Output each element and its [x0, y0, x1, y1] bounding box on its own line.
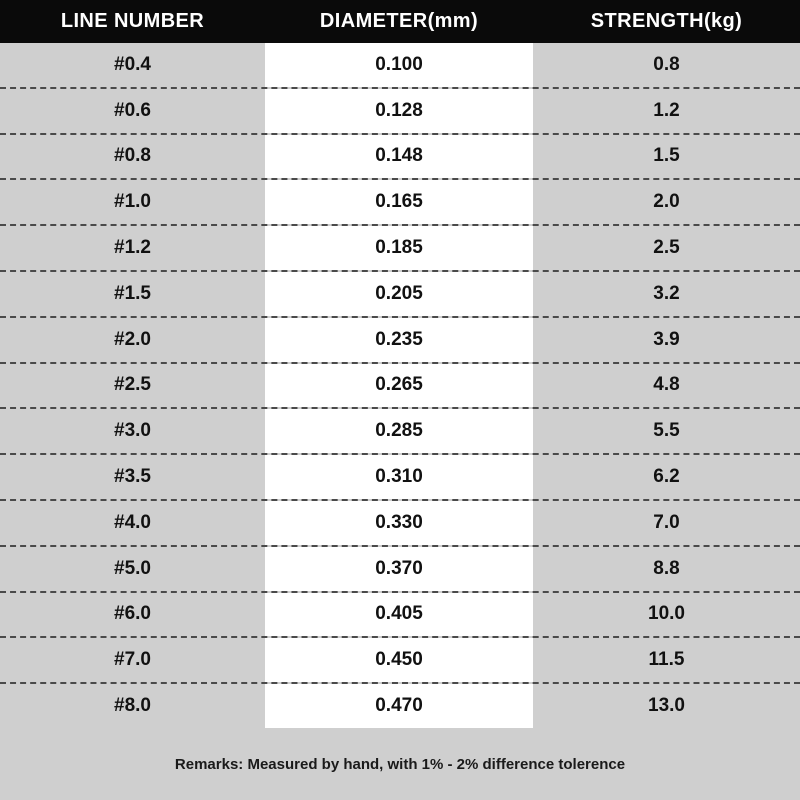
cell-diameter: 0.370: [265, 547, 533, 591]
remarks-row: [0, 728, 800, 800]
cell-strength: 8.8: [653, 557, 680, 579]
table-row: [0, 226, 800, 272]
cell-line-number: #3.0: [114, 420, 151, 442]
cell-line-number: #2.0: [114, 328, 151, 350]
table-row: [0, 593, 800, 639]
table-row: [0, 364, 800, 410]
cell-line-number: #3.5: [114, 466, 151, 488]
cell-strength: 1.5: [653, 145, 680, 167]
cell-strength: 11.5: [648, 649, 685, 671]
cell-diameter: 0.148: [265, 135, 533, 179]
cell-line-number: #0.6: [114, 99, 151, 121]
column-header-strength: STRENGTH(kg): [590, 10, 743, 32]
cell-line-number: #8.0: [114, 695, 151, 717]
cell-line-number: #5.0: [114, 557, 151, 579]
cell-line-number: #2.5: [114, 374, 151, 396]
cell-line-number: #0.8: [114, 145, 151, 167]
cell-line-number: #1.5: [114, 282, 151, 304]
cell-diameter: 0.470: [265, 684, 533, 728]
cell-line-number: #0.4: [114, 53, 151, 75]
cell-strength: 10.0: [648, 603, 685, 625]
cell-diameter: 0.265: [265, 364, 533, 408]
cell-diameter: 0.310: [265, 455, 533, 499]
column-header-line-number: LINE NUMBER: [60, 10, 205, 32]
cell-strength: 2.5: [653, 237, 680, 259]
table-row: [0, 684, 800, 728]
table-row: [0, 135, 800, 181]
table-row: [0, 180, 800, 226]
cell-diameter: 0.285: [265, 409, 533, 453]
cell-strength: 2.0: [653, 191, 680, 213]
cell-line-number: #7.0: [114, 649, 151, 671]
table-header-row: [0, 0, 800, 43]
cell-diameter: 0.100: [265, 43, 533, 87]
cell-strength: 0.8: [653, 53, 680, 75]
cell-strength: 7.0: [653, 511, 680, 533]
cell-line-number: #6.0: [114, 603, 151, 625]
table-row: [0, 455, 800, 501]
cell-strength: 3.9: [653, 328, 680, 350]
cell-strength: 5.5: [653, 420, 680, 442]
cell-strength: 1.2: [653, 99, 680, 121]
table-row: [0, 89, 800, 135]
cell-strength: 3.2: [653, 282, 680, 304]
table-row: [0, 318, 800, 364]
cell-diameter: 0.165: [265, 180, 533, 224]
cell-diameter: 0.235: [265, 318, 533, 362]
column-header-diameter: DIAMETER(mm): [319, 10, 479, 32]
cell-strength: 6.2: [653, 466, 680, 488]
table-row: [0, 272, 800, 318]
table-row: [0, 409, 800, 455]
cell-strength: 4.8: [653, 374, 680, 396]
cell-diameter: 0.405: [265, 593, 533, 637]
cell-line-number: #1.0: [114, 191, 151, 213]
cell-diameter: 0.330: [265, 501, 533, 545]
table-body: [0, 43, 800, 728]
table-row: [0, 638, 800, 684]
cell-line-number: #4.0: [114, 511, 151, 533]
cell-diameter: 0.450: [265, 638, 533, 682]
table-row: [0, 547, 800, 593]
cell-diameter: 0.128: [265, 89, 533, 133]
cell-diameter: 0.185: [265, 226, 533, 270]
table-row: [0, 43, 800, 89]
table-row: [0, 501, 800, 547]
remarks-text: Remarks: Measured by hand, with 1% - 2% difference tolerence: [174, 755, 626, 773]
cell-strength: 13.0: [648, 695, 685, 717]
cell-diameter: 0.205: [265, 272, 533, 316]
cell-line-number: #1.2: [114, 237, 151, 259]
